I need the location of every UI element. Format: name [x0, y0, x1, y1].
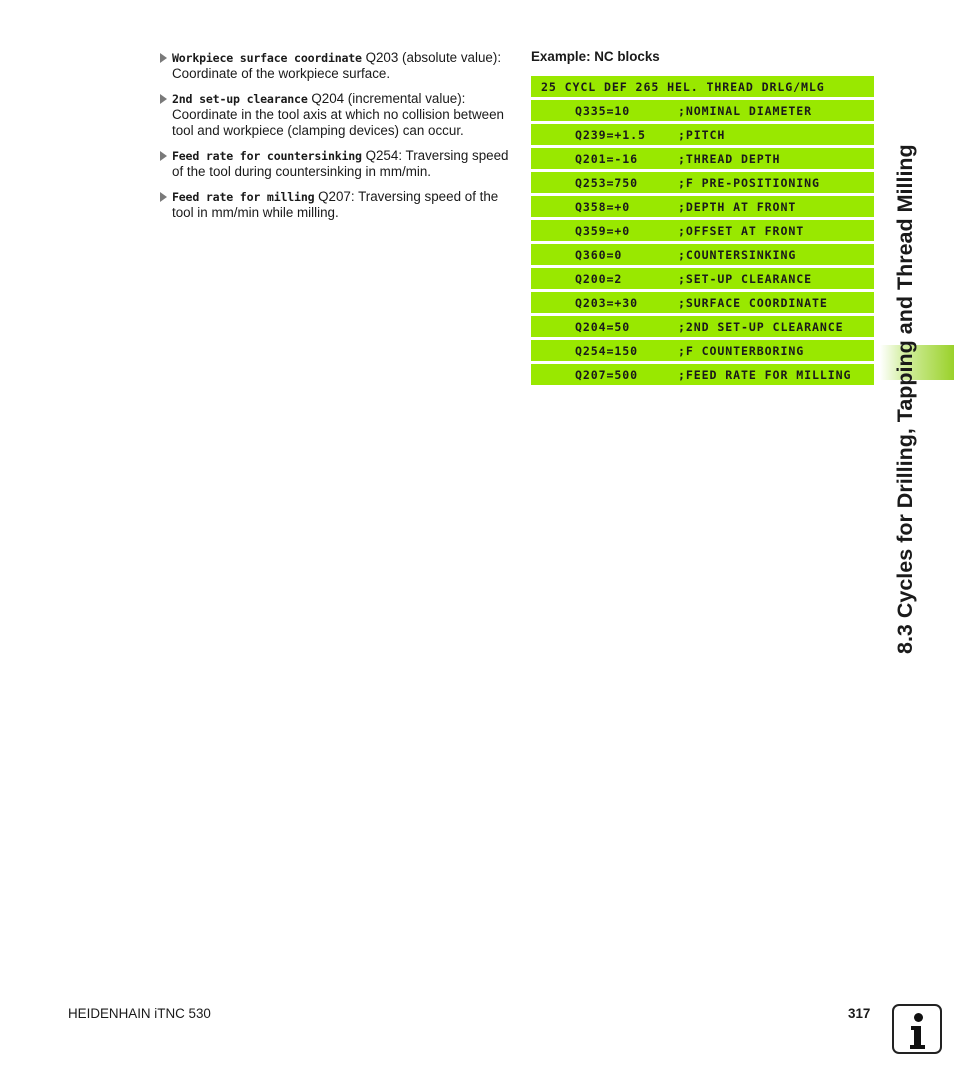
nc-param: Q201=-16: [575, 152, 639, 166]
parameter-list: [158, 50, 514, 230]
nc-param: Q200=2: [575, 272, 623, 286]
nc-param: Q203=+30: [575, 296, 639, 310]
param-item: [158, 148, 514, 180]
nc-row: [531, 196, 874, 217]
nc-row: [531, 340, 874, 361]
nc-row: [531, 148, 874, 169]
nc-comment: ;COUNTERSINKING: [678, 248, 797, 262]
triangle-right-icon: [160, 53, 167, 63]
nc-comment: ;F PRE-POSITIONING: [678, 176, 820, 190]
nc-header-row: [531, 76, 874, 97]
triangle-right-icon: [160, 151, 167, 161]
nc-comment: ;DEPTH AT FRONT: [678, 200, 797, 214]
param-item: [158, 91, 514, 139]
nc-comment: ;FEED RATE FOR MILLING: [678, 368, 852, 382]
param-code: 2nd set-up clearance: [172, 92, 308, 106]
nc-param: Q359=+0: [575, 224, 631, 238]
nc-param: Q358=+0: [575, 200, 631, 214]
nc-row: [531, 172, 874, 193]
nc-param: Q254=150: [575, 344, 639, 358]
param-text: Q203 (absolute value): Coordinate of the workpiece surface.: [172, 50, 502, 81]
nc-param: Q207=500: [575, 368, 639, 382]
nc-param: Q360=0: [575, 248, 623, 262]
nc-row: [531, 220, 874, 241]
nc-blocks: [531, 76, 874, 388]
nc-comment: ;OFFSET AT FRONT: [678, 224, 805, 238]
nc-cycle-def: 25 CYCL DEF 265 HEL. THREAD DRLG/MLG: [541, 80, 825, 94]
triangle-right-icon: [160, 94, 167, 104]
param-code: Feed rate for countersinking: [172, 149, 362, 163]
nc-param: Q335=10: [575, 104, 631, 118]
param-item: [158, 189, 514, 221]
nc-comment: ;SET-UP CLEARANCE: [678, 272, 812, 286]
param-text: Q204 (incremental value): Coordinate in the tool axis at which no collision between tool and workpiece (clamping devices) can occur.: [172, 91, 504, 138]
nc-comment: ;THREAD DEPTH: [678, 152, 781, 166]
nc-param: Q239=+1.5: [575, 128, 646, 142]
param-code: Workpiece surface coordinate: [172, 51, 362, 65]
info-icon-dot: [914, 1013, 923, 1022]
nc-comment: ;SURFACE COORDINATE: [678, 296, 828, 310]
info-icon: [892, 1004, 942, 1054]
nc-param: Q253=750: [575, 176, 639, 190]
nc-row: [531, 100, 874, 121]
example-title: Example: NC blocks: [531, 49, 660, 64]
param-text: Q207: Traversing speed of the tool in mm/min while milling.: [172, 189, 499, 220]
nc-row: [531, 268, 874, 289]
page-number: 317: [848, 1006, 871, 1021]
param-text: Q254: Traversing speed of the tool during countersinking in mm/min.: [172, 148, 509, 179]
nc-comment: ;2ND SET-UP CLEARANCE: [678, 320, 844, 334]
nc-row: [531, 124, 874, 145]
nc-comment: ;F COUNTERBORING: [678, 344, 805, 358]
nc-param: Q204=50: [575, 320, 631, 334]
nc-row: [531, 244, 874, 265]
info-icon-stem: [908, 1026, 927, 1049]
nc-row: [531, 292, 874, 313]
nc-comment: ;NOMINAL DIAMETER: [678, 104, 812, 118]
param-item: [158, 50, 514, 82]
footer-product: HEIDENHAIN iTNC 530: [68, 1006, 211, 1021]
nc-row: [531, 316, 874, 337]
chapter-side-title: 8.3 Cycles for Drilling, Tapping and Thread Milling: [893, 144, 917, 654]
nc-comment: ;PITCH: [678, 128, 726, 142]
param-code: Feed rate for milling: [172, 190, 315, 204]
nc-row: [531, 364, 874, 385]
triangle-right-icon: [160, 192, 167, 202]
